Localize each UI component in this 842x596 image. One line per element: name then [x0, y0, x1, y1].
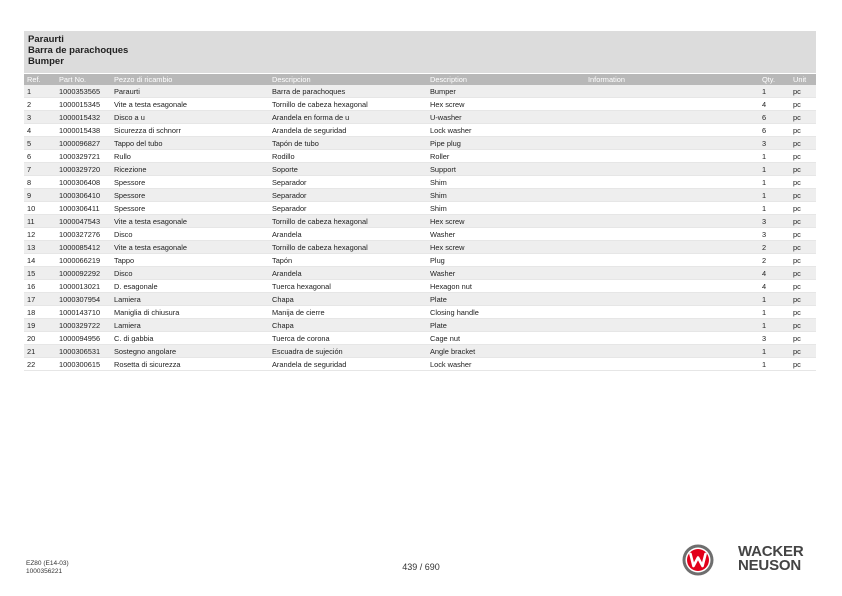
cell-spanish: Separador — [269, 176, 427, 189]
table-row — [24, 98, 816, 111]
footer-model: EZ80 (E14-03) — [26, 560, 69, 567]
cell-ref: 16 — [24, 280, 56, 293]
cell-ref: 5 — [24, 137, 56, 150]
col-part-no: Part No. — [56, 74, 111, 85]
cell-italian: Tappo — [111, 254, 269, 267]
table-row — [24, 124, 816, 137]
cell-english: Cage nut — [427, 332, 585, 345]
cell-qty: 1 — [759, 176, 790, 189]
table-row — [24, 215, 816, 228]
cell-unit: pc — [790, 254, 816, 267]
cell-spanish: Tornillo de cabeza hexagonal — [269, 98, 427, 111]
table-row — [24, 111, 816, 124]
cell-ref: 22 — [24, 358, 56, 371]
cell-unit: pc — [790, 215, 816, 228]
cell-unit: pc — [790, 137, 816, 150]
cell-information — [585, 306, 759, 319]
cell-ref: 10 — [24, 202, 56, 215]
cell-information — [585, 98, 759, 111]
cell-english: Plug — [427, 254, 585, 267]
cell-spanish: Rodillo — [269, 150, 427, 163]
cell-information — [585, 124, 759, 137]
cell-spanish: Chapa — [269, 319, 427, 332]
cell-spanish: Escuadra de sujeción — [269, 345, 427, 358]
cell-spanish: Tornillo de cabeza hexagonal — [269, 215, 427, 228]
cell-part-no: 1000329722 — [56, 319, 111, 332]
cell-english: Closing handle — [427, 306, 585, 319]
cell-part-no: 1000353565 — [56, 85, 111, 98]
cell-ref: 12 — [24, 228, 56, 241]
cell-part-no: 1000306408 — [56, 176, 111, 189]
cell-unit: pc — [790, 345, 816, 358]
cell-qty: 1 — [759, 163, 790, 176]
cell-qty: 3 — [759, 137, 790, 150]
table-row — [24, 163, 816, 176]
cell-ref: 2 — [24, 98, 56, 111]
cell-unit: pc — [790, 98, 816, 111]
cell-qty: 6 — [759, 124, 790, 137]
cell-ref: 15 — [24, 267, 56, 280]
cell-qty: 1 — [759, 202, 790, 215]
col-spanish: Descripcion — [269, 74, 427, 85]
cell-spanish: Arandela — [269, 228, 427, 241]
cell-information — [585, 319, 759, 332]
cell-part-no: 1000143710 — [56, 306, 111, 319]
col-qty: Qty. — [759, 74, 790, 85]
cell-qty: 1 — [759, 150, 790, 163]
col-information: Information — [585, 74, 759, 85]
cell-information — [585, 293, 759, 306]
cell-english: Hexagon nut — [427, 280, 585, 293]
cell-part-no: 1000307954 — [56, 293, 111, 306]
cell-english: Hex screw — [427, 241, 585, 254]
cell-ref: 8 — [24, 176, 56, 189]
cell-information — [585, 267, 759, 280]
table-row — [24, 345, 816, 358]
footer-doc-info — [26, 560, 69, 575]
cell-ref: 14 — [24, 254, 56, 267]
parts-table — [24, 74, 816, 371]
cell-italian: Disco a u — [111, 111, 269, 124]
cell-english: Shim — [427, 189, 585, 202]
cell-qty: 6 — [759, 111, 790, 124]
cell-qty: 4 — [759, 98, 790, 111]
cell-part-no: 1000085412 — [56, 241, 111, 254]
table-row — [24, 254, 816, 267]
cell-english: Hex screw — [427, 98, 585, 111]
cell-unit: pc — [790, 85, 816, 98]
cell-qty: 1 — [759, 345, 790, 358]
cell-italian: Vite a testa esagonale — [111, 98, 269, 111]
cell-ref: 11 — [24, 215, 56, 228]
wacker-neuson-logo-icon — [682, 544, 714, 576]
cell-italian: Sicurezza di schnorr — [111, 124, 269, 137]
cell-qty: 1 — [759, 319, 790, 332]
cell-ref: 9 — [24, 189, 56, 202]
cell-qty: 2 — [759, 254, 790, 267]
title-english: Bumper — [28, 56, 64, 67]
cell-english: Lock washer — [427, 358, 585, 371]
table-row — [24, 176, 816, 189]
cell-spanish: Tuerca de corona — [269, 332, 427, 345]
cell-english: U-washer — [427, 111, 585, 124]
cell-spanish: Arandela de seguridad — [269, 358, 427, 371]
table-row — [24, 241, 816, 254]
cell-english: Pipe plug — [427, 137, 585, 150]
cell-unit: pc — [790, 267, 816, 280]
cell-part-no: 1000306410 — [56, 189, 111, 202]
cell-qty: 4 — [759, 267, 790, 280]
cell-italian: Maniglia di chiusura — [111, 306, 269, 319]
cell-unit: pc — [790, 332, 816, 345]
cell-italian: Rullo — [111, 150, 269, 163]
table-row — [24, 137, 816, 150]
cell-english: Shim — [427, 202, 585, 215]
brand-line-2: NEUSON — [738, 557, 801, 574]
cell-ref: 6 — [24, 150, 56, 163]
cell-ref: 18 — [24, 306, 56, 319]
cell-information — [585, 189, 759, 202]
cell-english: Plate — [427, 293, 585, 306]
cell-information — [585, 254, 759, 267]
cell-qty: 2 — [759, 241, 790, 254]
cell-qty: 3 — [759, 215, 790, 228]
cell-ref: 20 — [24, 332, 56, 345]
cell-english: Bumper — [427, 85, 585, 98]
cell-information — [585, 163, 759, 176]
cell-part-no: 1000015345 — [56, 98, 111, 111]
cell-italian: C. di gabbia — [111, 332, 269, 345]
table-row — [24, 150, 816, 163]
cell-qty: 1 — [759, 358, 790, 371]
cell-information — [585, 85, 759, 98]
table-row — [24, 202, 816, 215]
cell-part-no: 1000306411 — [56, 202, 111, 215]
cell-italian: Sostegno angolare — [111, 345, 269, 358]
table-row — [24, 189, 816, 202]
table-row — [24, 85, 816, 98]
cell-information — [585, 202, 759, 215]
cell-information — [585, 228, 759, 241]
title-italian: Paraurti — [28, 34, 64, 45]
cell-part-no: 1000013021 — [56, 280, 111, 293]
cell-unit: pc — [790, 189, 816, 202]
table-row — [24, 358, 816, 371]
cell-italian: Disco — [111, 228, 269, 241]
table-row — [24, 267, 816, 280]
cell-part-no: 1000306531 — [56, 345, 111, 358]
cell-italian: Paraurti — [111, 85, 269, 98]
cell-information — [585, 176, 759, 189]
cell-spanish: Separador — [269, 189, 427, 202]
cell-italian: Spessore — [111, 202, 269, 215]
cell-spanish: Soporte — [269, 163, 427, 176]
cell-information — [585, 358, 759, 371]
cell-information — [585, 150, 759, 163]
title-box — [24, 31, 816, 73]
cell-english: Shim — [427, 176, 585, 189]
cell-unit: pc — [790, 111, 816, 124]
cell-italian: Lamiera — [111, 293, 269, 306]
cell-unit: pc — [790, 319, 816, 332]
cell-information — [585, 280, 759, 293]
cell-unit: pc — [790, 163, 816, 176]
cell-part-no: 1000092292 — [56, 267, 111, 280]
cell-italian: Spessore — [111, 176, 269, 189]
cell-spanish: Separador — [269, 202, 427, 215]
cell-english: Hex screw — [427, 215, 585, 228]
cell-italian: Vite a testa esagonale — [111, 241, 269, 254]
cell-qty: 1 — [759, 306, 790, 319]
col-unit: Unit — [790, 74, 816, 85]
cell-italian: D. esagonale — [111, 280, 269, 293]
cell-part-no: 1000329721 — [56, 150, 111, 163]
cell-ref: 13 — [24, 241, 56, 254]
cell-spanish: Arandela — [269, 267, 427, 280]
cell-information — [585, 215, 759, 228]
cell-qty: 4 — [759, 280, 790, 293]
cell-italian: Rosetta di sicurezza — [111, 358, 269, 371]
cell-qty: 1 — [759, 293, 790, 306]
cell-qty: 1 — [759, 85, 790, 98]
table-row — [24, 319, 816, 332]
cell-information — [585, 241, 759, 254]
cell-qty: 1 — [759, 189, 790, 202]
cell-part-no: 1000066219 — [56, 254, 111, 267]
cell-ref: 1 — [24, 85, 56, 98]
cell-unit: pc — [790, 202, 816, 215]
cell-information — [585, 332, 759, 345]
cell-unit: pc — [790, 124, 816, 137]
footer-doc-number: 1000356221 — [26, 567, 63, 575]
cell-part-no: 1000015438 — [56, 124, 111, 137]
cell-ref: 17 — [24, 293, 56, 306]
cell-spanish: Tornillo de cabeza hexagonal — [269, 241, 427, 254]
cell-spanish: Tuerca hexagonal — [269, 280, 427, 293]
cell-english: Support — [427, 163, 585, 176]
cell-ref: 4 — [24, 124, 56, 137]
cell-unit: pc — [790, 358, 816, 371]
cell-unit: pc — [790, 176, 816, 189]
cell-part-no: 1000300615 — [56, 358, 111, 371]
cell-spanish: Barra de parachoques — [269, 85, 427, 98]
page-number: 439 / 690 — [402, 562, 440, 572]
cell-italian: Lamiera — [111, 319, 269, 332]
cell-qty: 3 — [759, 228, 790, 241]
table-header-row — [24, 74, 816, 85]
cell-part-no: 1000047543 — [56, 215, 111, 228]
cell-information — [585, 345, 759, 358]
cell-ref: 3 — [24, 111, 56, 124]
cell-part-no: 1000015432 — [56, 111, 111, 124]
cell-spanish: Tapón — [269, 254, 427, 267]
col-english: Description — [427, 74, 585, 85]
cell-english: Washer — [427, 267, 585, 280]
brand-wordmark — [738, 545, 803, 573]
cell-spanish: Manija de cierre — [269, 306, 427, 319]
cell-italian: Disco — [111, 267, 269, 280]
cell-unit: pc — [790, 306, 816, 319]
cell-italian: Vite a testa esagonale — [111, 215, 269, 228]
cell-italian: Tappo del tubo — [111, 137, 269, 150]
cell-part-no: 1000329720 — [56, 163, 111, 176]
cell-part-no: 1000094956 — [56, 332, 111, 345]
col-italian: Pezzo di ricambio — [111, 74, 269, 85]
cell-english: Washer — [427, 228, 585, 241]
table-row — [24, 306, 816, 319]
cell-unit: pc — [790, 293, 816, 306]
cell-english: Lock washer — [427, 124, 585, 137]
cell-unit: pc — [790, 228, 816, 241]
cell-ref: 19 — [24, 319, 56, 332]
cell-ref: 7 — [24, 163, 56, 176]
cell-spanish: Chapa — [269, 293, 427, 306]
cell-unit: pc — [790, 150, 816, 163]
cell-spanish: Tapón de tubo — [269, 137, 427, 150]
cell-italian: Spessore — [111, 189, 269, 202]
table-body — [24, 85, 816, 371]
brand-line-1: WACKER — [738, 543, 804, 560]
title-spanish: Barra de parachoques — [28, 45, 129, 56]
cell-qty: 3 — [759, 332, 790, 345]
cell-spanish: Arandela de seguridad — [269, 124, 427, 137]
cell-unit: pc — [790, 280, 816, 293]
cell-english: Roller — [427, 150, 585, 163]
cell-unit: pc — [790, 241, 816, 254]
cell-ref: 21 — [24, 345, 56, 358]
table-row — [24, 293, 816, 306]
cell-part-no: 1000096827 — [56, 137, 111, 150]
cell-information — [585, 137, 759, 150]
cell-english: Plate — [427, 319, 585, 332]
table-row — [24, 332, 816, 345]
table-row — [24, 228, 816, 241]
cell-information — [585, 111, 759, 124]
cell-part-no: 1000327276 — [56, 228, 111, 241]
cell-english: Angle bracket — [427, 345, 585, 358]
col-ref: Ref. — [24, 74, 56, 85]
table-row — [24, 280, 816, 293]
cell-italian: Ricezione — [111, 163, 269, 176]
cell-spanish: Arandela en forma de u — [269, 111, 427, 124]
